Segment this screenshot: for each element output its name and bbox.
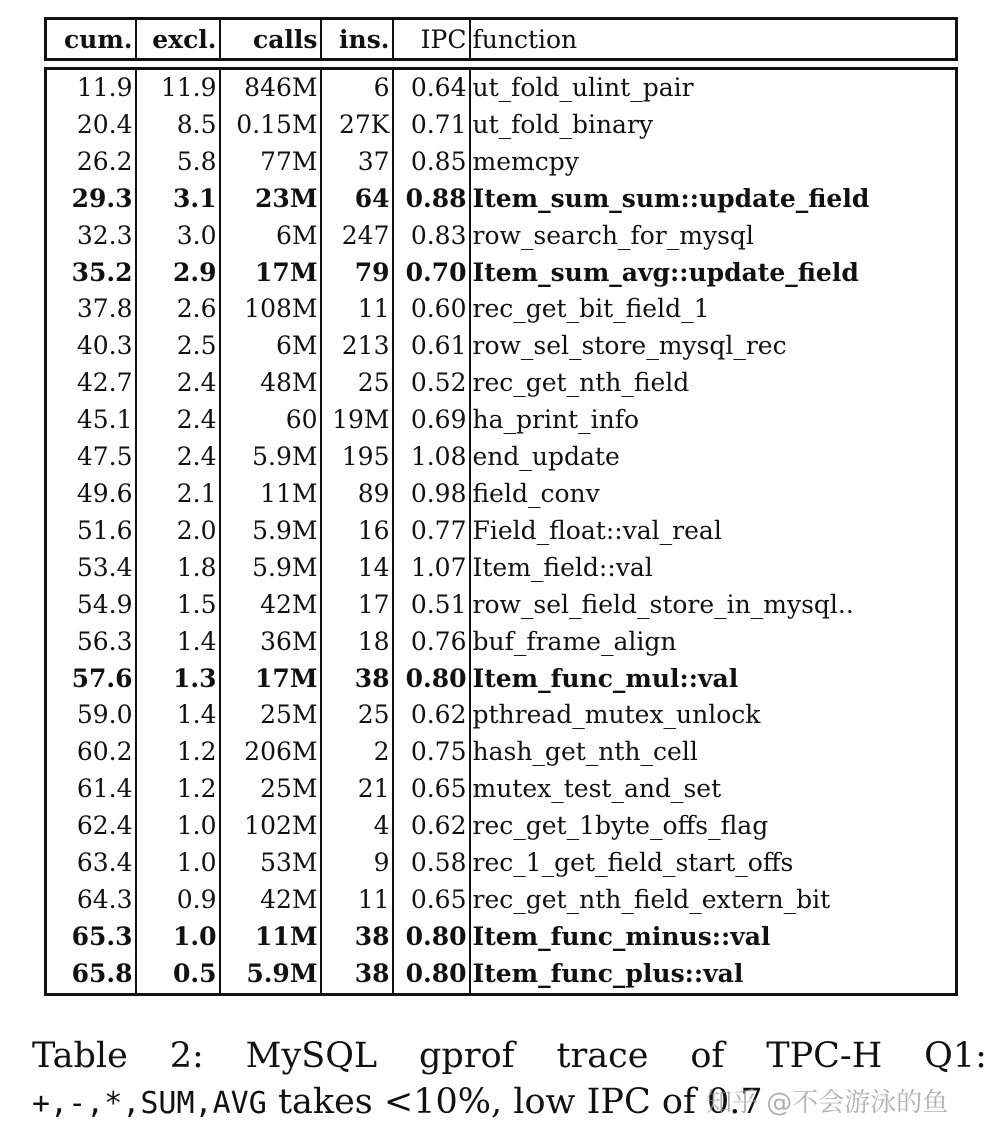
cell-excl: 1.4 [136, 624, 220, 661]
cell-ipc: 0.83 [393, 218, 470, 255]
cell-func: Item_func_plus::val [472, 958, 744, 988]
cell-ipc: 0.61 [393, 328, 470, 365]
cell-calls: 108M [220, 291, 321, 328]
cell-calls: 48M [220, 365, 321, 402]
cell-func: rec_get_bit_field_1 [472, 294, 710, 324]
cell-func: hash_get_nth_cell [472, 737, 698, 767]
cell-calls: 17M [220, 255, 321, 292]
cell-calls: 11M [220, 476, 321, 513]
cell-func: Item_func_mul::val [472, 663, 739, 693]
caption-word: TPC-H [766, 1036, 883, 1076]
cell-func: rec_get_nth_field_extern_bit [472, 884, 831, 914]
cell-ipc: 0.80 [393, 956, 470, 994]
header-calls: calls [220, 19, 321, 60]
caption-word: gprof [419, 1036, 515, 1076]
cell-func: field_conv [472, 478, 600, 508]
table-row [46, 365, 957, 402]
cell-calls: 5.9M [220, 550, 321, 587]
table-row [46, 476, 957, 513]
cell-excl: 3.1 [136, 181, 220, 218]
cell-excl: 0.5 [136, 956, 220, 994]
table-row [46, 107, 957, 144]
cell-excl: 1.4 [136, 697, 220, 734]
cell-excl: 1.5 [136, 587, 220, 624]
cell-ins: 6 [321, 69, 393, 107]
cell-func: rec_get_nth_field [472, 368, 690, 398]
cell-cum: 42.7 [46, 365, 136, 402]
cell-excl: 1.2 [136, 771, 220, 808]
table-row [46, 550, 957, 587]
cell-excl: 2.9 [136, 255, 220, 292]
cell-ins: 11 [321, 291, 393, 328]
cell-cum: 63.4 [46, 845, 136, 882]
cell-func: buf_frame_align [472, 626, 677, 656]
cell-ipc: 0.62 [393, 808, 470, 845]
cell-ins: 64 [321, 181, 393, 218]
cell-cum: 40.3 [46, 328, 136, 365]
cell-ipc: 0.64 [393, 69, 470, 107]
table-row [46, 181, 957, 218]
cell-ins: 247 [321, 218, 393, 255]
cell-func: Item_sum_avg::update_field [472, 257, 859, 287]
cell-calls: 206M [220, 734, 321, 771]
table-row [46, 771, 957, 808]
cell-cum: 59.0 [46, 697, 136, 734]
cell-excl: 8.5 [136, 107, 220, 144]
cell-excl: 2.1 [136, 476, 220, 513]
cell-func: rec_get_1byte_offs_flag [472, 811, 769, 841]
cell-cum: 51.6 [46, 513, 136, 550]
cell-excl: 1.3 [136, 661, 220, 698]
cell-ins: 18 [321, 624, 393, 661]
cell-excl: 2.4 [136, 402, 220, 439]
cell-func: pthread_mutex_unlock [472, 700, 761, 730]
cell-ipc: 0.52 [393, 365, 470, 402]
caption-word: of [690, 1036, 725, 1076]
cell-cum: 61.4 [46, 771, 136, 808]
cell-ins: 79 [321, 255, 393, 292]
cell-ins: 25 [321, 697, 393, 734]
cell-func: Item_func_minus::val [472, 921, 771, 951]
cell-excl: 1.2 [136, 734, 220, 771]
cell-ins: 9 [321, 845, 393, 882]
caption-text: takes <10%, low IPC of 0.7 [266, 1082, 763, 1122]
cell-calls: 36M [220, 624, 321, 661]
cell-cum: 56.3 [46, 624, 136, 661]
header-excl: excl. [136, 19, 220, 60]
cell-ins: 89 [321, 476, 393, 513]
cell-ipc: 0.76 [393, 624, 470, 661]
cell-ins: 27K [321, 107, 393, 144]
cell-excl: 2.4 [136, 439, 220, 476]
cell-excl: 2.5 [136, 328, 220, 365]
cell-calls: 42M [220, 587, 321, 624]
caption-word: 2: [169, 1036, 204, 1076]
table-row [46, 587, 957, 624]
cell-calls: 5.9M [220, 956, 321, 994]
cell-ipc: 0.60 [393, 291, 470, 328]
cell-cum: 65.3 [46, 919, 136, 956]
cell-func: Item_sum_sum::update_field [472, 183, 870, 213]
cell-cum: 65.8 [46, 956, 136, 994]
table-header [46, 19, 957, 60]
cell-ins: 17 [321, 587, 393, 624]
table-row [46, 144, 957, 181]
cell-calls: 0.15M [220, 107, 321, 144]
table-row [46, 845, 957, 882]
table-row [46, 956, 957, 994]
cell-cum: 47.5 [46, 439, 136, 476]
cell-func: mutex_test_and_set [472, 774, 722, 804]
cell-excl: 2.6 [136, 291, 220, 328]
cell-excl: 2.0 [136, 513, 220, 550]
caption-code: +,-,*,SUM,AVG [32, 1086, 267, 1121]
cell-ins: 38 [321, 956, 393, 994]
cell-func: row_sel_store_mysql_rec [472, 331, 787, 361]
caption-word: trace [556, 1036, 649, 1076]
cell-func: rec_1_get_field_start_offs [472, 848, 794, 878]
cell-ins: 25 [321, 365, 393, 402]
cell-excl: 1.0 [136, 919, 220, 956]
cell-cum: 45.1 [46, 402, 136, 439]
cell-excl: 0.9 [136, 882, 220, 919]
cell-ins: 16 [321, 513, 393, 550]
cell-excl: 5.8 [136, 144, 220, 181]
cell-func: row_sel_field_store_in_mysql.. [472, 589, 854, 619]
cell-calls: 846M [220, 69, 321, 107]
profile-table-container [44, 17, 958, 996]
cell-cum: 60.2 [46, 734, 136, 771]
cell-excl: 3.0 [136, 218, 220, 255]
cell-ins: 2 [321, 734, 393, 771]
table-row [46, 255, 957, 292]
cell-calls: 60 [220, 402, 321, 439]
cell-ins: 213 [321, 328, 393, 365]
cell-ins: 4 [321, 808, 393, 845]
table-row [46, 624, 957, 661]
table-row [46, 291, 957, 328]
cell-calls: 102M [220, 808, 321, 845]
cell-ins: 37 [321, 144, 393, 181]
table-row [46, 402, 957, 439]
cell-ipc: 0.71 [393, 107, 470, 144]
cell-cum: 35.2 [46, 255, 136, 292]
cell-cum: 57.6 [46, 661, 136, 698]
cell-func: Item_field::val [472, 552, 653, 582]
cell-calls: 5.9M [220, 513, 321, 550]
cell-calls: 25M [220, 771, 321, 808]
cell-calls: 6M [220, 328, 321, 365]
cell-ipc: 0.98 [393, 476, 470, 513]
cell-ipc: 0.51 [393, 587, 470, 624]
cell-ins: 14 [321, 550, 393, 587]
table-row [46, 328, 957, 365]
cell-ipc: 0.88 [393, 181, 470, 218]
cell-excl: 1.8 [136, 550, 220, 587]
cell-excl: 1.0 [136, 808, 220, 845]
table-row [46, 218, 957, 255]
caption-word: Q1: [924, 1036, 987, 1076]
table-row [46, 808, 957, 845]
cell-ipc: 1.08 [393, 439, 470, 476]
cell-func: ut_fold_ulint_pair [472, 73, 694, 102]
cell-cum: 64.3 [46, 882, 136, 919]
table-row [46, 69, 957, 107]
cell-cum: 29.3 [46, 181, 136, 218]
caption-line-1 [32, 1033, 987, 1079]
cell-excl: 1.0 [136, 845, 220, 882]
cell-ins: 11 [321, 882, 393, 919]
table-row [46, 919, 957, 956]
cell-calls: 6M [220, 218, 321, 255]
cell-ipc: 0.77 [393, 513, 470, 550]
cell-func: end_update [472, 442, 620, 472]
watermark: 知乎 @不会游泳的鱼 [706, 1088, 949, 1118]
cell-ipc: 0.58 [393, 845, 470, 882]
gprof-table [44, 17, 958, 996]
header-cum: cum. [46, 19, 136, 60]
table-row [46, 734, 957, 771]
cell-ins: 38 [321, 919, 393, 956]
cell-cum: 53.4 [46, 550, 136, 587]
cell-ipc: 0.62 [393, 697, 470, 734]
cell-calls: 5.9M [220, 439, 321, 476]
table-body [46, 69, 957, 995]
cell-func: Field_float::val_real [472, 515, 722, 545]
cell-cum: 26.2 [46, 144, 136, 181]
cell-ipc: 0.80 [393, 661, 470, 698]
cell-func: ut_fold_binary [472, 109, 654, 139]
cell-cum: 62.4 [46, 808, 136, 845]
header-ins: ins. [321, 19, 393, 60]
cell-calls: 42M [220, 882, 321, 919]
cell-cum: 54.9 [46, 587, 136, 624]
cell-func: memcpy [472, 146, 579, 176]
table-row [46, 439, 957, 476]
cell-cum: 11.9 [46, 69, 136, 107]
cell-calls: 23M [220, 181, 321, 218]
table-row [46, 661, 957, 698]
caption-word: MySQL [245, 1036, 378, 1076]
cell-calls: 17M [220, 661, 321, 698]
cell-cum: 20.4 [46, 107, 136, 144]
cell-func: row_search_for_mysql [472, 220, 754, 250]
cell-ipc: 0.80 [393, 919, 470, 956]
cell-ipc: 0.70 [393, 255, 470, 292]
table-row [46, 697, 957, 734]
cell-ins: 19M [321, 402, 393, 439]
cell-calls: 53M [220, 845, 321, 882]
table-row [46, 513, 957, 550]
cell-ipc: 0.75 [393, 734, 470, 771]
cell-cum: 49.6 [46, 476, 136, 513]
cell-ipc: 1.07 [393, 550, 470, 587]
cell-ipc: 0.85 [393, 144, 470, 181]
cell-calls: 77M [220, 144, 321, 181]
cell-ins: 195 [321, 439, 393, 476]
cell-ipc: 0.69 [393, 402, 470, 439]
cell-ipc: 0.65 [393, 882, 470, 919]
cell-ins: 21 [321, 771, 393, 808]
cell-ipc: 0.65 [393, 771, 470, 808]
cell-excl: 2.4 [136, 365, 220, 402]
header-ipc: IPC [393, 19, 470, 60]
caption-word: Table [32, 1036, 128, 1076]
cell-calls: 25M [220, 697, 321, 734]
cell-cum: 37.8 [46, 291, 136, 328]
cell-cum: 32.3 [46, 218, 136, 255]
table-row [46, 882, 957, 919]
cell-ins: 38 [321, 661, 393, 698]
header-function: function [472, 24, 578, 54]
cell-calls: 11M [220, 919, 321, 956]
cell-func: ha_print_info [472, 405, 640, 435]
cell-excl: 11.9 [136, 69, 220, 107]
